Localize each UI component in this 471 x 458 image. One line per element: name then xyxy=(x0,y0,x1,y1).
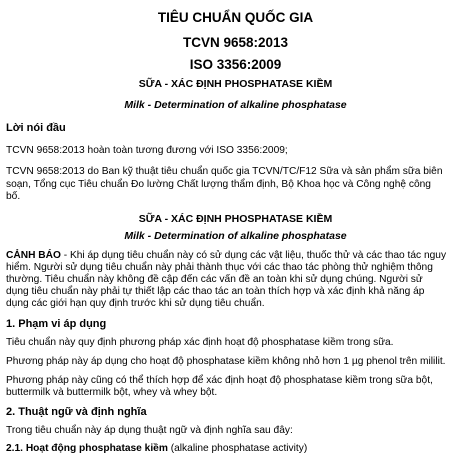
subtitle-vi: SỮA - XÁC ĐỊNH PHOSPHATASE KIỀM xyxy=(138,78,333,90)
section-1-para-1: Tiêu chuẩn này quy định phương pháp xác định hoạt độ phosphatase kiềm trong sữa. xyxy=(6,337,394,348)
term-2-1-english: (alkaline phosphatase activity) xyxy=(167,443,308,454)
warning-label: CẢNH BÁO xyxy=(6,250,61,261)
warning-line: dụng tiêu chuẩn này phải tự thiết lập các thao tác an toàn thích hợp và xác định khả năng áp xyxy=(6,286,425,297)
foreword-para-2-line: TCVN 9658:2013 do Ban kỹ thuật tiêu chuẩn quốc gia TCVN/TC/F12 Sữa và sản phẩm sữa biên xyxy=(6,166,443,177)
section-2-heading: 2. Thuật ngữ và định nghĩa xyxy=(6,406,147,418)
section-1-heading: 1. Phạm vi áp dụng xyxy=(6,318,107,330)
foreword-para-1: TCVN 9658:2013 hoàn toàn tương đương với ISO 3356:2009; xyxy=(6,145,288,156)
section-2-para-1: Trong tiêu chuẩn này áp dụng thuật ngữ và định nghĩa sau đây: xyxy=(6,425,293,436)
term-2-1 xyxy=(6,443,466,455)
foreword-para-2-line: soạn, Tổng cục Tiêu chuẩn Đo lường Chất lượng thẩm định, Bộ Khoa học và Công nghệ công xyxy=(6,179,431,190)
body-subtitle-vi: SỮA - XÁC ĐỊNH PHOSPHATASE KIỀM xyxy=(138,213,333,225)
warning-line: CẢNH BÁO - Khi áp dụng tiêu chuẩn này có sử dụng các vật liệu, thuốc thử và các thao tác nguy xyxy=(6,250,447,261)
section-1-para-3-line: Phương pháp này cũng có thể thích hợp để xác định hoạt độ phosphatase kiềm trong sữa bột, xyxy=(6,375,433,386)
section-1-para-3-line: buttermilk và buttermilk bột, whey và whey bột. xyxy=(6,387,218,398)
foreword-para-2-line: bố. xyxy=(6,191,21,202)
standard-code: TCVN 9658:2013 xyxy=(182,35,289,50)
subtitle-en: Milk - Determination of alkaline phosphatase xyxy=(124,99,347,111)
section-1-para-2: Phương pháp này áp dụng cho hoạt độ phosphatase kiềm không nhỏ hơn 1 µg phenol trên mililit. xyxy=(6,356,446,367)
iso-code: ISO 3356:2009 xyxy=(189,57,282,72)
warning-line: dụng các giới hạn quy định trước khi sử dụng tiêu chuẩn. xyxy=(6,298,265,309)
warning-line: thường. Tiêu chuẩn này không đề cập đến các vấn đề an toàn khi sử dụng chúng. Người sử xyxy=(6,274,423,285)
foreword-heading: Lời nói đầu xyxy=(6,122,66,134)
body-subtitle-en: Milk - Determination of alkaline phosphatase xyxy=(124,230,347,242)
warning-line: hiểm. Người sử dụng tiêu chuẩn này phải thành thục với các thao tác phòng thử nghiệm thông xyxy=(6,262,433,273)
term-2-1-label: 2.1. Hoạt động phosphatase kiềm xyxy=(6,443,168,454)
document-title: TIÊU CHUẨN QUỐC GIA xyxy=(157,10,314,25)
